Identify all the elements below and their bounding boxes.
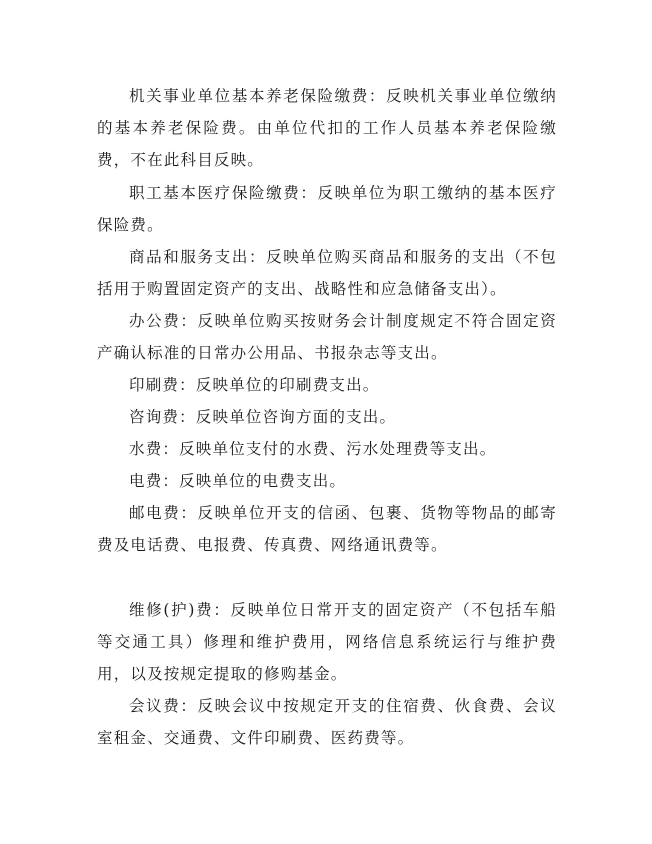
paragraph-water-fees: 水费：反映单位支付的水费、污水处理费等支出。 <box>129 440 497 458</box>
paragraph-electricity-fees: 电费：反映单位的电费支出。 <box>129 472 347 490</box>
paragraph-maintenance-fees: 维修(护)费：反映单位日常开支的固定资产（不包括车船等交通工具）修理和维护费用，网络信息系统运行与维护费用，以及按规定提取的修购基金。 <box>97 601 557 683</box>
paragraph-printing-fees: 印刷费：反映单位的印刷费支出。 <box>129 376 380 394</box>
paragraph-office-expenses: 办公费：反映单位购买按财务会计制度规定不符合固定资产确认标准的日常办公用品、书报杂志等支出。 <box>97 312 557 362</box>
paragraph-medical-insurance: 职工基本医疗保险缴费：反映单位为职工缴纳的基本医疗保险费。 <box>97 184 557 234</box>
paragraph-postal-telecom-fees: 邮电费：反映单位开支的信函、包裹、货物等物品的邮寄费及电话费、电报费、传真费、网络通讯费等。 <box>97 504 557 554</box>
paragraph-meeting-fees: 会议费：反映会议中按规定开支的住宿费、伙食费、会议室租金、交通费、文件印刷费、医药费等。 <box>97 697 557 747</box>
paragraph-goods-services: 商品和服务支出：反映单位购买商品和服务的支出（不包括用于购置固定资产的支出、战略性和应急储备支出）。 <box>97 248 557 298</box>
paragraph-pension-insurance: 机关事业单位基本养老保险缴费：反映机关事业单位缴纳的基本养老保险费。由单位代扣的工作人员基本养老保险缴费，不在此科目反映。 <box>97 87 557 169</box>
paragraph-consulting-fees: 咨询费：反映单位咨询方面的支出。 <box>129 408 397 426</box>
